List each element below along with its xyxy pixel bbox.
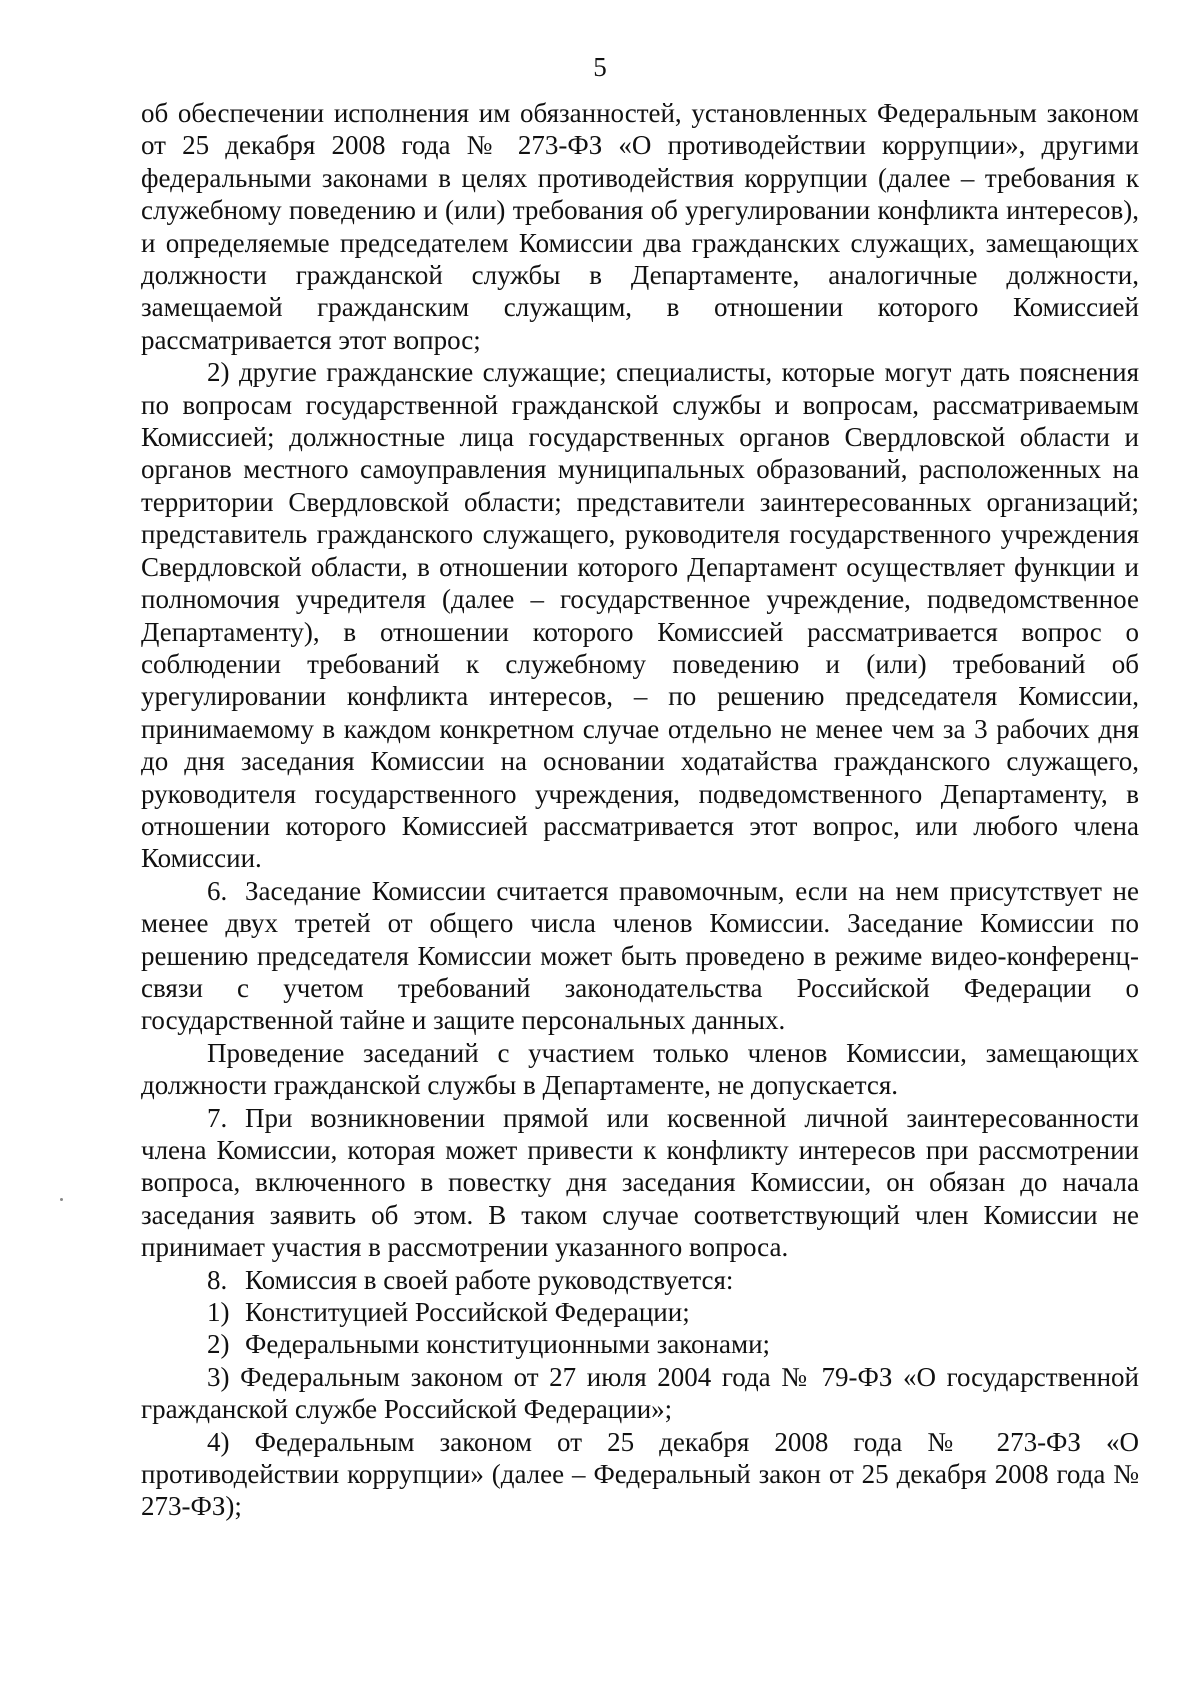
paragraph-clause-6 [141,875,1139,1037]
paragraph-text: Комиссия в своей работе руководствуется: [245,1264,734,1295]
clause-number: 8. [207,1264,228,1295]
paragraph-item-2 [141,356,1139,875]
paragraph-text: Проведение заседаний с участием только членов Комиссии, замещающих должности гражданской службы в Департаменте, не допускается. [141,1037,1139,1101]
paragraph-subitem-2 [141,1328,1139,1360]
item-number: 4) [207,1426,230,1457]
item-number: 2) [207,1329,230,1360]
paragraph-subitem-4 [141,1426,1139,1523]
paragraph-clause-6-continued [141,1037,1139,1102]
paragraph-text: об обеспечении исполнения им обязанностей, установленных Федеральным законом от 25 декабря 2008 года № 273-ФЗ «О противодействии коррупции», другими федеральными законами в целях противодействия коррупции (далее – требования к служебному поведению и (или) требования об урегулировании конфликта интересов), и определяемые председателем Комиссии два гражданских служащих, замещающих должности гражданской службы в Департаменте, аналогичные должности, замещаемой гражданским служащим, в отношении которого Комиссией рассматривается этот вопрос; [141,98,1139,355]
clause-number: 6. [207,875,228,906]
paragraph-text: Федеральным законом от 25 декабря 2008 года № 273-ФЗ «О противодействии коррупции» (далее – Федеральный закон от 25 декабря 2008 года № 273-ФЗ); [141,1426,1140,1522]
paragraph-continuation [141,97,1139,356]
page-number: 5 [593,52,607,82]
item-number: 2) [207,357,230,388]
paragraph-clause-7 [141,1102,1139,1264]
paragraph-text: другие гражданские служащие; специалисты, которые могут дать пояснения по вопросам государственной гражданской службы и вопросам, рассматриваемым Комиссией; должностные лица государственных органов Свердловской области и органов местного самоуправления муниципальных образований, расположенных на территории Свердловской области; представители заинтересованных организаций; представитель гражданского служащего, руководителя государственного учреждения Свердловской области, в отношении которого Департамент осуществляет функции и полномочия учредителя (далее – государственное учреждение, подведомственное Департаменту), в отношении которого Комиссией рассматривается вопрос о соблюдении требований к служебному поведению и (или) требований об урегулировании конфликта интересов, – по решению председателя Комиссии, принимаемому в каждом конкретном случае отдельно не менее чем за 3 рабочих дня до дня заседания Комиссии на основании ходатайства гражданского служащего, руководителя государственного учреждения, подведомственного Департаменту, в отношении которого Комиссией рассматривается этот вопрос, или любого члена Комиссии. [141,357,1140,874]
paragraph-text: Федеральным законом от 27 июля 2004 года № 79-ФЗ «О государственной гражданской службе Российской Федерации»; [141,1361,1139,1425]
clause-number: 7. [207,1102,228,1133]
paragraph-clause-8 [141,1264,1139,1296]
paragraph-text: При возникновении прямой или косвенной личной заинтересованности члена Комиссии, которая может привести к конфликту интересов при рассмотрении вопроса, включенного в повестку дня заседания Комиссии, он обязан до начала заседания заявить об этом. В таком случае соответствующий член Комиссии не принимает участия в рассмотрении указанного вопроса. [141,1102,1139,1263]
scan-speck [60,1198,63,1201]
paragraph-subitem-1 [141,1296,1139,1328]
paragraph-text: Федеральными конституционными законами; [245,1329,771,1360]
item-number: 1) [207,1297,230,1328]
paragraph-text: Заседание Комиссии считается правомочным, если на нем присутствует не менее двух третей от общего числа членов Комиссии. Заседание Комиссии по решению председателя Комиссии может быть проведено в режиме видео-конференц-связи с учетом требований законодательства Российской Федерации о государственной тайне и защите персональных данных. [141,875,1139,1036]
item-number: 3) [207,1361,230,1392]
paragraph-text: Конституцией Российской Федерации; [245,1297,690,1328]
document-body [141,97,1139,1523]
paragraph-subitem-3 [141,1361,1139,1426]
